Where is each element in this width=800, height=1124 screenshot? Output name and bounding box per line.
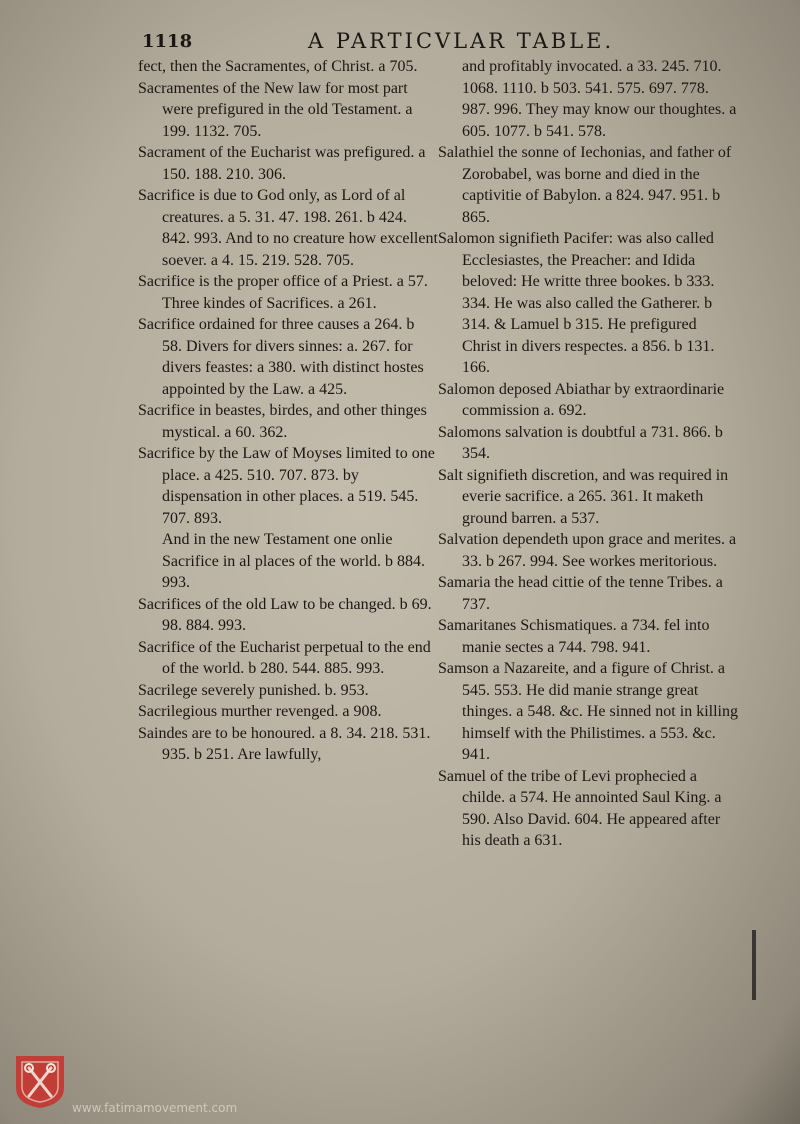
index-entry: And in the new Testament one onlie Sacrifice in al places of the world. b 884. 993. (162, 531, 426, 591)
scan-edge-mark (752, 930, 756, 1000)
index-entry: Samaritanes Schismatiques. a 734. fel into manie sectes a 744. 798. 941. (438, 617, 710, 656)
index-entry: and profitably invocated. a 33. 245. 710. 1068. 1110. b 503. 541. 575. 697. 778. 987. 996. They may know our thoughtes. a 605. 1077. b 541. 578. (462, 58, 737, 140)
index-column-right (438, 56, 738, 852)
index-entry: Salathiel the sonne of Iechonias, and father of Zorobabel, was borne and died in the captivitie of Babylon. a 824. 947. 951. b 865. (438, 144, 732, 226)
index-entry: Sacrifice of the Eucharist perpetual to the end of the world. b 280. 544. 885. 993. (138, 638, 431, 677)
index-entry: Sacrilegious murther revenged. a 908. (138, 703, 382, 720)
index-entry: Sacrifice is due to God only, as Lord of al creatures. a 5. 31. 47. 198. 261. b 424. 842. 993. And to no creature how excellent soever. a 4. 15. 219. 528. 705. (138, 187, 438, 269)
index-entry: Sacrilege severely punished. b. 953. (138, 681, 369, 699)
index-entry: Salomon signifieth Pacifer: was also called Ecclesiastes, the Preacher: and Idida beloved: He writte three bookes. b 333. 334. He was also called the Gatherer. b 314. & Lamuel b 315. He prefigured Christ in divers respectes. a 856. b 131. 166. (438, 230, 715, 376)
index-entry: Salomon deposed Abiathar by extraordinarie commission a. 692. (438, 380, 725, 419)
index-entry: Saindes are to be honoured. a 8. 34. 218. 531. 935. b 251. Are lawfully, (138, 724, 431, 763)
index-entry: fect, then the Sacramentes, of Christ. a 705. (138, 58, 418, 75)
index-entry: Samuel of the tribe of Levi prophecied a childe. a 574. He annointed Saul King. a 590. Also David. 604. He appeared after his death a 631. (438, 767, 722, 849)
index-entry: Sacramentes of the New law for most part were prefigured in the old Testament. a 199. 1132. 705. (138, 79, 413, 140)
index-entry: Sacrifices of the old Law to be changed. b 69. 98. 884. 993. (138, 595, 432, 634)
running-title: A PARTICVLAR TABLE. (308, 29, 615, 53)
index-entry: Salt signifieth discretion, and was required in everie sacrifice. a 265. 361. It maketh ground barren. a 537. (438, 466, 729, 527)
page-number: 1118 (142, 31, 193, 52)
page-header (138, 28, 638, 58)
index-entry: Sacrifice ordained for three causes a 264. b 58. Divers for divers sinnes: a. 267. for divers feastes: a 380. with distinct hostes appointed by the Law. a 425. (138, 316, 424, 398)
papal-keys-seal-icon (12, 1052, 68, 1110)
watermark-url: www.fatimamovement.com (72, 1101, 238, 1115)
index-entry: Salomons salvation is doubtful a 731. 866. b 354. (438, 423, 723, 462)
index-column-left (138, 56, 438, 766)
index-entry: Salvation dependeth upon grace and merites. a 33. b 267. 994. See workes meritorious. (438, 531, 737, 570)
index-entry: Sacrament of the Eucharist was prefigured. a 150. 188. 210. 306. (138, 144, 426, 183)
index-entry: Sacrifice in beastes, birdes, and other thinges mystical. a 60. 362. (138, 402, 427, 441)
index-entry: Samson a Nazareite, and a figure of Christ. a 545. 553. He did manie strange great thinges. a 548. &c. He sinned not in killing himself with the Philistimes. a 553. &c. 941. (438, 660, 738, 763)
index-entry: Sacrifice is the proper office of a Priest. a 57. Three kindes of Sacrifices. a 261. (138, 273, 428, 312)
index-entry: Sacrifice by the Law of Moyses limited to one place. a 425. 510. 707. 873. by dispensation in other places. a 519. 545. 707. 893. (138, 445, 435, 527)
index-entry: Samaria the head cittie of the tenne Tribes. a 737. (438, 574, 723, 613)
